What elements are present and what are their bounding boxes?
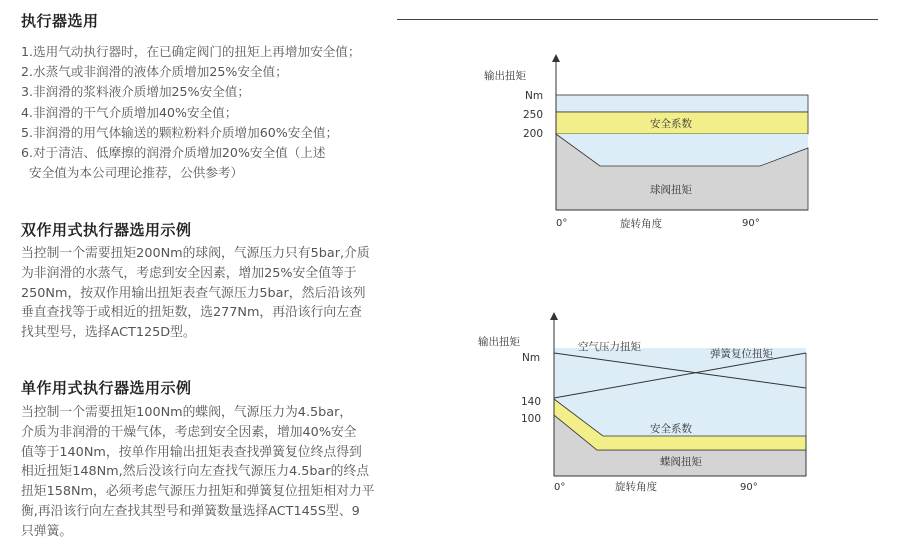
section-title-single-acting: 单作用式执行器选用示例: [21, 379, 192, 397]
chart1-ytick: 250: [523, 109, 544, 121]
chart2-air-pressure-label: 空气压力扭矩: [578, 341, 641, 353]
paragraph-line: 介质为非润滑的干燥气体，考虑到安全因素，增加40%安全: [21, 424, 357, 440]
chart1-ytick: Nm: [525, 90, 544, 102]
paragraph-line: 值等于140Nm，按单作用输出扭矩表查找弹簧复位终点得到: [21, 444, 362, 460]
section-title-actuator-selection: 执行器选用: [21, 12, 99, 30]
chart1-xtick: 0°: [556, 218, 568, 229]
ball-valve-torque-chart: [470, 50, 830, 235]
paragraph-line: 为非润滑的水蒸气，考虑到安全因素，增加25%安全值等于: [21, 265, 357, 281]
header-divider: [397, 19, 878, 20]
chart2-xtick: 0°: [554, 482, 566, 493]
selection-rules-list: [21, 42, 461, 183]
list-item: 4.非润滑的干气介质增加40%安全值；: [21, 104, 238, 120]
paragraph-line: 找其型号，选择ACT125D型。: [21, 325, 196, 341]
chart2-ytick: 140: [521, 396, 542, 408]
paragraph-line: 扭矩158Nm，必须考虑气源压力扭矩和弹簧复位扭矩相对力平: [21, 484, 375, 500]
paragraph-line: 只弹簧。: [21, 523, 73, 539]
paragraph-line: 当控制一个需要扭矩100Nm的蝶阀，气源压力为4.5bar，: [21, 405, 353, 420]
chart2-area-label: 蝶阀扭矩: [660, 456, 702, 468]
paragraph-line: 当控制一个需要扭矩200Nm的球阀，气源压力只有5bar,介质: [21, 246, 370, 261]
chart2-ytick: 100: [521, 413, 542, 425]
chart2-ylabel: 输出扭矩: [478, 336, 520, 348]
chart2-spring-return-label: 弹簧复位扭矩: [710, 348, 773, 360]
chart1-area-label: 球阀扭矩: [650, 184, 692, 196]
list-item: 1.选用气动执行器时，在已确定阀门的扭矩上再增加安全值；: [21, 44, 361, 59]
chart1-xlabel: 旋转角度: [620, 218, 662, 230]
chart2-band-label: 安全系数: [650, 423, 692, 435]
chart1-xtick: 90°: [742, 218, 760, 229]
paragraph-line: 垂直查找等于或相近的扭矩数，选277Nm，再沿该行向左查: [21, 305, 362, 321]
paragraph-line: 相近扭矩148Nm,然后没该行向左查找气源压力4.5bar的终点: [21, 464, 370, 480]
list-item: 3.非润滑的浆料液介质增加25%安全值；: [21, 84, 250, 100]
section-title-double-acting: 双作用式执行器选用示例: [21, 221, 192, 239]
chart1-band-label: 安全系数: [650, 118, 692, 130]
list-item: 5.非润滑的用气体输送的颗粒粉料介质增加60%安全值；: [21, 124, 339, 140]
list-item: 安全值为本公司理论推荐，公供参考）: [21, 165, 244, 181]
chart1-upper-region: [556, 95, 808, 112]
paragraph-line: 250Nm，按双作用输出扭矩表查气源压力5bar，然后沿该列: [21, 285, 366, 301]
list-item: 6.对于清洁、低摩擦的润滑介质增加20%安全值（上述: [21, 145, 326, 161]
chart2-xlabel: 旋转角度: [615, 481, 657, 493]
list-item: 2.水蒸气或非润滑的液体介质增加25%安全值；: [21, 64, 288, 80]
chart1-ytick: 200: [523, 128, 544, 140]
chart2-xtick: 90°: [740, 482, 758, 493]
paragraph-line: 衡,再沿该行向左查找其型号和弹簧数量选择ACT145S型、9: [21, 503, 360, 519]
chart2-ytick: Nm: [522, 352, 541, 364]
double-acting-example-text: [21, 244, 461, 343]
butterfly-valve-torque-chart: [470, 310, 830, 495]
single-acting-example-text: [21, 403, 461, 542]
chart1-ylabel: 输出扭矩: [484, 70, 526, 82]
